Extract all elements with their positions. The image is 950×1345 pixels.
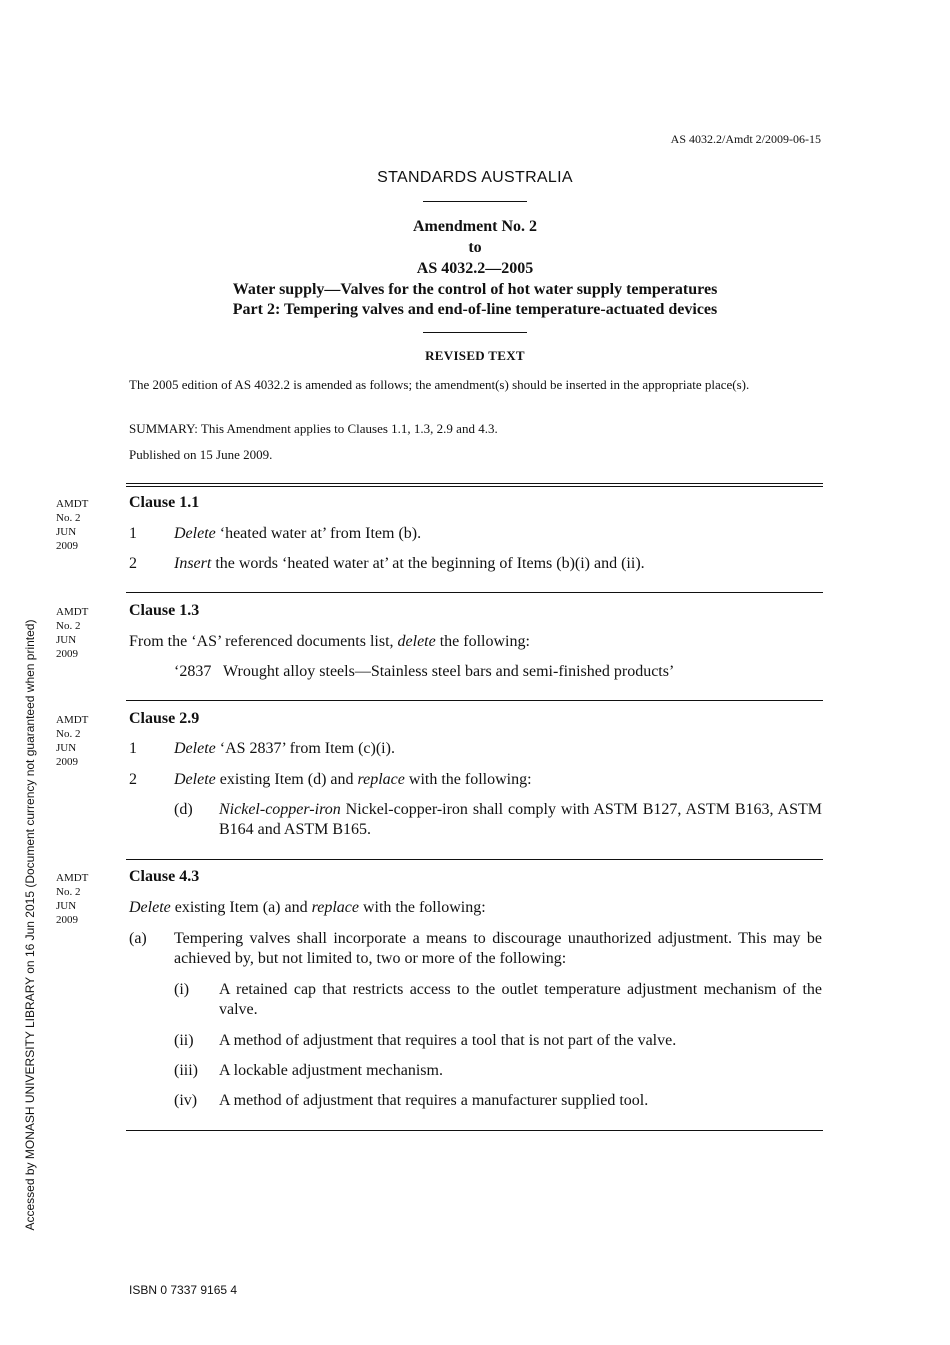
amdt-note-line: 2009 xyxy=(56,914,78,926)
section-double-rule-bottom xyxy=(126,486,823,487)
amdt-note-line: 2009 xyxy=(56,540,78,552)
instruction-verb: replace xyxy=(357,771,405,788)
requirement-text: Nickel-copper-iron shall comply with ASTM B127, ASTM B163, ASTM B164 and ASTM B165. xyxy=(219,801,822,838)
title-rule-bottom xyxy=(423,332,527,333)
standard-part-title: Part 2: Tempering valves and end-of-line temperature-actuated devices xyxy=(232,301,718,318)
clause-heading: Clause 1.3 xyxy=(129,602,200,619)
section-double-rule-top xyxy=(126,483,823,484)
instruction-verb: delete xyxy=(397,633,436,650)
amdt-note-line: 2009 xyxy=(56,648,78,660)
instruction-verb: Delete xyxy=(129,899,171,916)
amdt-note-line: No. 2 xyxy=(56,620,81,632)
section-end-rule xyxy=(126,1130,823,1131)
referenced-document-quote: ‘2837 Wrought alloy steels—Stainless steel bars and semi-finished products’ xyxy=(174,663,675,680)
clause-item-text xyxy=(129,898,486,918)
sub-item-label: (iv) xyxy=(174,1092,198,1109)
amendment-title: Amendment No. 2 xyxy=(413,218,537,235)
standard-number: AS 4032.2—2005 xyxy=(416,260,534,277)
amdt-note-line: AMDT xyxy=(56,872,89,884)
clause-heading: Clause 4.3 xyxy=(129,868,200,885)
instruction-text: ‘heated water at’ from Item (b). xyxy=(215,525,422,542)
item-number: 1 xyxy=(129,525,137,542)
amdt-note-line: JUN xyxy=(56,900,77,912)
clause-heading: Clause 1.1 xyxy=(129,494,200,511)
instruction-verb: Insert xyxy=(174,555,212,572)
sub-item-text: A method of adjustment that requires a manufacturer supplied tool. xyxy=(219,1092,649,1109)
instruction-text: existing Item (d) and xyxy=(215,771,358,788)
document-reference: AS 4032.2/Amdt 2/2009-06-15 xyxy=(670,132,821,146)
clause-item-text xyxy=(174,770,532,790)
item-number: 2 xyxy=(129,771,137,788)
amdt-note-line: JUN xyxy=(56,526,77,538)
sub-item-label: (i) xyxy=(174,981,190,998)
instruction-text: existing Item (a) and xyxy=(170,899,312,916)
instruction-verb: Delete xyxy=(174,525,216,542)
defined-term: Nickel-copper-iron xyxy=(219,801,341,818)
item-label: (a) xyxy=(129,930,147,947)
amdt-note-line: No. 2 xyxy=(56,512,81,524)
clause-item-text xyxy=(174,554,645,574)
amdt-margin-note xyxy=(56,713,88,769)
instruction-text: From the ‘AS’ referenced documents list, xyxy=(129,633,398,650)
intro-paragraph: The 2005 edition of AS 4032.2 is amended as follows; the amendment(s) should be inserted in the appropriate place(s). xyxy=(129,377,750,392)
instruction-verb: replace xyxy=(311,899,359,916)
isbn: ISBN 0 7337 9165 4 xyxy=(129,1283,238,1297)
published-date: Published on 15 June 2009. xyxy=(129,447,273,462)
instruction-text: with the following: xyxy=(358,899,486,916)
sub-item-text: A retained cap that restricts access to the outlet temperature adjustment mechanism of the valve. xyxy=(219,981,822,1018)
instruction-text: the words ‘heated water at’ at the beginning of Items (b)(i) and (ii). xyxy=(211,555,645,572)
item-text: Tempering valves shall incorporate a means to discourage unauthorized adjustment. This may be achieved by, but not limited to, two or more of the following: xyxy=(174,930,822,967)
amdt-margin-note xyxy=(56,497,88,553)
amendment-title-to: to xyxy=(468,239,482,256)
amdt-note-line: AMDT xyxy=(56,498,89,510)
item-number: 2 xyxy=(129,555,137,572)
amdt-note-line: AMDT xyxy=(56,606,89,618)
standard-title: Water supply—Valves for the control of hot water supply temperatures xyxy=(232,281,718,298)
sub-item-text: A lockable adjustment mechanism. xyxy=(219,1062,443,1079)
clause-item-text xyxy=(174,524,421,544)
sub-item-label: (ii) xyxy=(174,1032,194,1049)
amdt-margin-note xyxy=(56,871,88,927)
amdt-note-line: No. 2 xyxy=(56,728,81,740)
sub-item-text: A method of adjustment that requires a tool that is not part of the valve. xyxy=(219,1032,677,1049)
revised-text-label: REVISED TEXT xyxy=(425,348,525,363)
sub-item-label: (iii) xyxy=(174,1062,198,1079)
amdt-note-line: JUN xyxy=(56,634,77,646)
instruction-verb: Delete xyxy=(174,771,216,788)
clause-separator xyxy=(126,859,823,860)
clause-separator xyxy=(126,700,823,701)
amdt-note-line: 2009 xyxy=(56,756,78,768)
title-rule-top xyxy=(423,201,527,202)
clause-item-text xyxy=(174,739,395,759)
clause-heading: Clause 2.9 xyxy=(129,710,200,727)
item-number: 1 xyxy=(129,740,137,757)
sub-item-label: (d) xyxy=(174,801,193,818)
instruction-text: ‘AS 2837’ from Item (c)(i). xyxy=(215,740,395,757)
amdt-note-line: AMDT xyxy=(56,714,89,726)
amdt-note-line: JUN xyxy=(56,742,77,754)
instruction-text: the following: xyxy=(435,633,530,650)
sub-item-text xyxy=(219,800,822,840)
organisation-name: STANDARDS AUSTRALIA xyxy=(377,169,573,186)
instruction-verb: Delete xyxy=(174,740,216,757)
amdt-note-line: No. 2 xyxy=(56,886,81,898)
amdt-margin-note xyxy=(56,605,88,661)
instruction-text: with the following: xyxy=(404,771,532,788)
clause-item-text xyxy=(129,632,530,652)
clause-separator xyxy=(126,592,823,593)
summary-paragraph: SUMMARY: This Amendment applies to Clauses 1.1, 1.3, 2.9 and 4.3. xyxy=(129,421,498,436)
access-watermark: Accessed by MONASH UNIVERSITY LIBRARY on 16 Jun 2015 (Document currency not guaranteed when printed) xyxy=(23,619,37,1231)
